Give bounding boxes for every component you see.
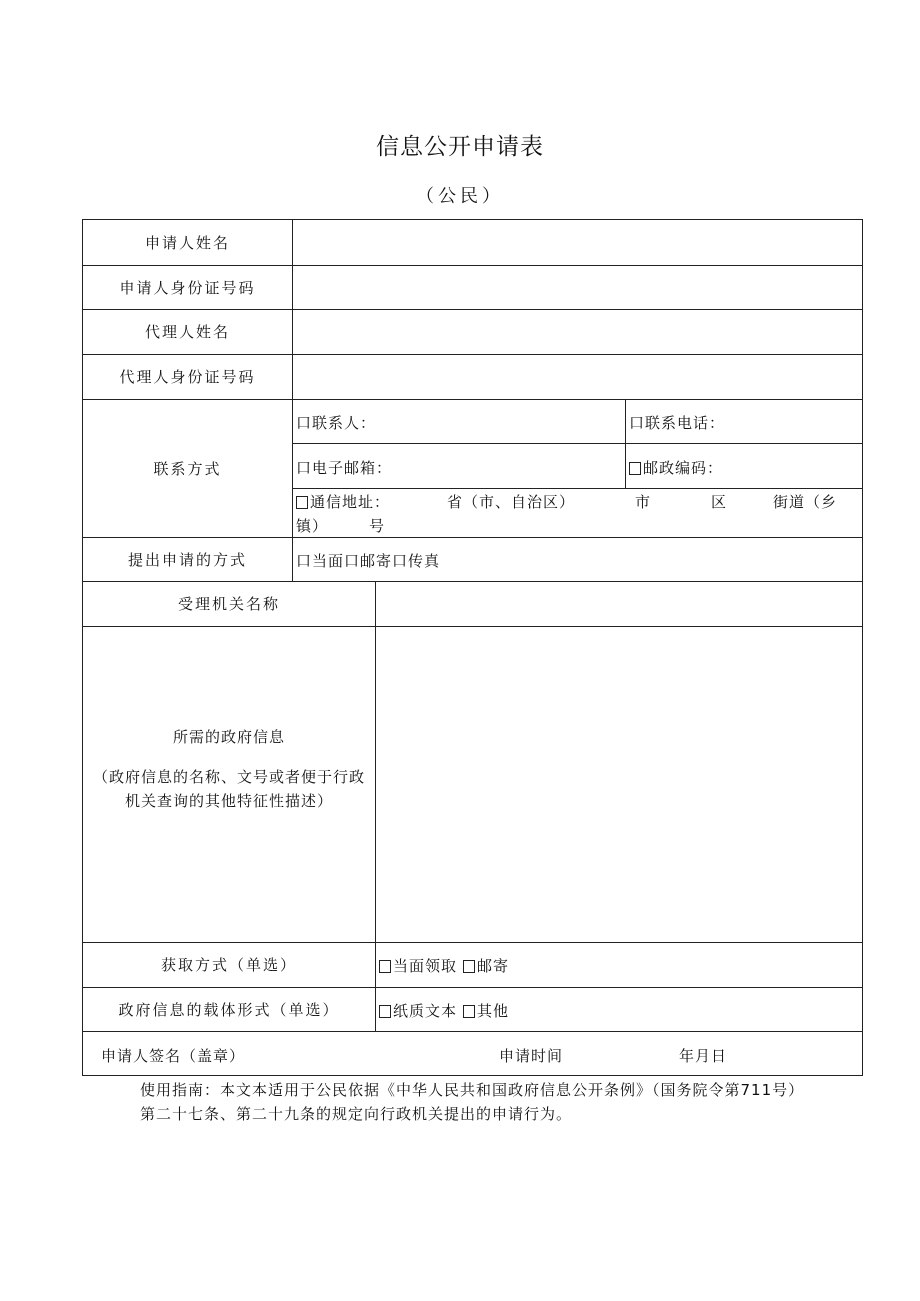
- postcode-field[interactable]: [629, 457, 723, 478]
- carrier-form-label: 政府信息的载体形式（单选）: [118, 1000, 340, 1019]
- info-needed-desc-line-1: （政府信息的名称、文号或者便于行政: [92, 768, 365, 786]
- obtain-in-person-label: 当面领取: [393, 957, 458, 975]
- address-label: 通信地址：: [310, 493, 391, 511]
- postcode-label: 邮政编码：: [643, 459, 724, 477]
- carrier-other-checkbox[interactable]: [463, 1005, 475, 1018]
- email-field[interactable]: [296, 457, 392, 478]
- date-suffix-label: 年月日: [679, 1047, 728, 1065]
- signature-label: 申请人签名（盖章）: [101, 1047, 246, 1065]
- application-form: [82, 219, 863, 1076]
- address-field[interactable]: [296, 491, 390, 512]
- contact-phone-field[interactable]: [629, 412, 725, 433]
- address-town: 镇）: [296, 517, 329, 535]
- postcode-checkbox[interactable]: [629, 462, 641, 475]
- applicant-name-field[interactable]: [293, 220, 863, 265]
- page-subtitle: （公民）: [416, 186, 504, 207]
- row-divider: [83, 1031, 863, 1032]
- checkbox-glyph: 口: [629, 414, 646, 432]
- usage-note-line-1: 使用指南：本文本适用于公民依据《中华人民共和国政府信息公开条例》（国务院令第711号）: [140, 1081, 805, 1099]
- agent-id-label: 代理人身份证号码: [119, 368, 256, 386]
- page-title: 信息公开申请表: [376, 134, 544, 160]
- info-needed-field[interactable]: [376, 627, 863, 942]
- contact-person-label: 联系人：: [312, 414, 377, 432]
- apply-time-label: 申请时间: [499, 1047, 564, 1065]
- carrier-paper-label: 纸质文本: [393, 1002, 458, 1020]
- agent-name-field[interactable]: [293, 310, 863, 354]
- contact-phone-label: 联系电话：: [645, 414, 726, 432]
- checkbox-glyph: 口: [296, 414, 313, 432]
- address-district: 区: [711, 493, 728, 511]
- address-city: 市: [635, 493, 652, 511]
- carrier-other-label: 其他: [477, 1002, 510, 1020]
- email-label: 电子邮箱：: [312, 459, 393, 477]
- carrier-paper-checkbox[interactable]: [379, 1005, 391, 1018]
- obtain-in-person-option[interactable]: [379, 955, 457, 976]
- obtain-mail-option[interactable]: [463, 955, 509, 976]
- applicant-id-label: 申请人身份证号码: [119, 278, 256, 297]
- applicant-name-label: 申请人姓名: [144, 234, 230, 252]
- info-needed-title: 所需的政府信息: [172, 728, 285, 746]
- carrier-other-option[interactable]: [463, 1000, 509, 1021]
- column-divider: [625, 399, 626, 488]
- info-needed-desc-line-2: 机关查询的其他特征性描述）: [124, 792, 333, 810]
- obtain-mail-label: 邮寄: [477, 957, 510, 975]
- row-divider: [292, 443, 863, 444]
- row-divider: [292, 488, 863, 489]
- agent-id-field[interactable]: [293, 355, 863, 399]
- agency-name-label: 受理机关名称: [177, 595, 280, 613]
- obtain-method-label: 获取方式（单选）: [160, 956, 297, 974]
- obtain-mail-checkbox[interactable]: [463, 960, 475, 973]
- applicant-id-field[interactable]: [293, 266, 863, 309]
- info-needed-label: [83, 726, 375, 813]
- agent-name-label: 代理人姓名: [144, 323, 230, 341]
- contact-method-label: 联系方式: [153, 459, 222, 478]
- address-checkbox[interactable]: [296, 496, 308, 509]
- carrier-paper-option[interactable]: [379, 1000, 457, 1021]
- usage-note-line-2: 第二十七条、第二十九条的规定向行政机关提出的申请行为。: [140, 1105, 573, 1123]
- submit-method-options[interactable]: 口当面口邮寄口传真: [296, 552, 441, 570]
- checkbox-glyph: 口: [296, 459, 313, 477]
- address-street: 街道（乡: [773, 493, 838, 511]
- address-number: 号: [369, 517, 386, 535]
- usage-note: [140, 1078, 870, 1126]
- contact-person-field[interactable]: [296, 412, 376, 433]
- agency-name-field[interactable]: [376, 582, 863, 626]
- submit-method-label: 提出申请的方式: [127, 550, 247, 569]
- address-province: 省（市、自治区）: [447, 493, 576, 511]
- obtain-in-person-checkbox[interactable]: [379, 960, 391, 973]
